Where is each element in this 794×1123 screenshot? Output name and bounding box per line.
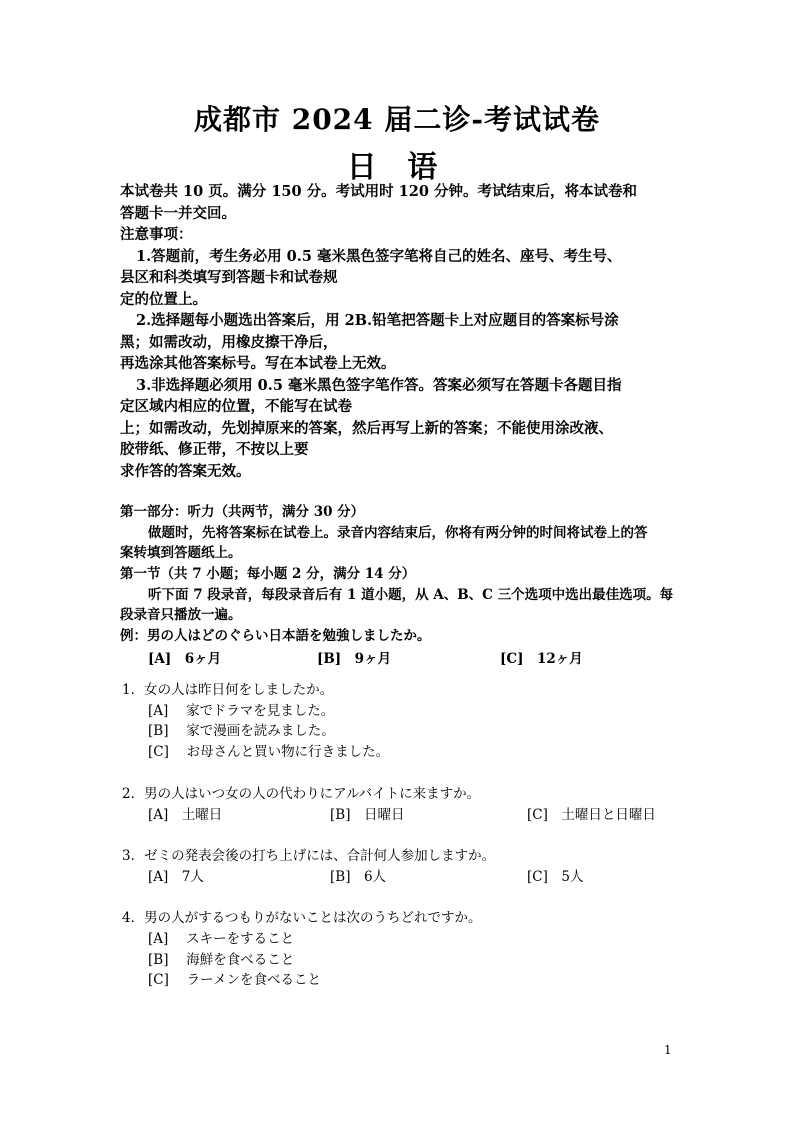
page-number: 1: [664, 1043, 672, 1057]
question-4-option-a: [A] スキーをすること: [148, 931, 295, 947]
section1-heading: 第一节（共 7 小题；每小题 2 分，满分 14 分）: [120, 566, 416, 582]
section1-description: 听下面 7 段录音，每段录音后有 1 道小题，从 A、B、C 三个选项中选出最佳选项。每: [148, 587, 674, 603]
note-3-line: 上；如需改动，先划掉原来的答案，然后再写上新的答案；不能使用涂改液、: [120, 420, 613, 437]
note-2-line: 再选涂其他答案标号。写在本试卷上无效。: [120, 355, 396, 372]
note-1-line: 定的位置上。: [120, 291, 207, 308]
section1-description: 段录音只播放一遍。: [120, 607, 242, 623]
question-1-option-a: [A] 家でドラマを見ました。: [148, 703, 335, 719]
question-4-option-b: [B] 海鮮を食べること: [148, 952, 295, 968]
question-2-option-b: [B] 日曜日: [330, 807, 405, 823]
question-2-option-c: [C] 土曜日と日曜日: [527, 807, 656, 823]
note-3-line: 胶带纸、修正带，不按以上要: [120, 441, 309, 458]
question-4: 4．男の人がするつもりがないことは次のうちどれですか。: [122, 910, 482, 926]
question-3-option-a: [A] 7人: [148, 869, 204, 885]
question-3: 3．ゼミの発表会後の打ち上げには、合計何人参加しますか。: [122, 848, 496, 864]
part1-description: 做题时，先将答案标在试卷上。录音内容结束后，你将有两分钟的时间将试卷上的答: [148, 525, 648, 541]
subject-title: 日 语: [346, 150, 448, 185]
question-1-option-c: [C] お母さんと買い物に行きました。: [148, 744, 390, 760]
question-3-option-c: [C] 5人: [527, 869, 584, 885]
instruction-line: 答题卡一并交回。: [120, 205, 236, 222]
example-option-a: [A] 6ヶ月: [148, 651, 222, 667]
example-question: 例：男の人はどのぐらい日本語を勉強しましたか。: [120, 628, 431, 644]
question-1-option-b: [B] 家で漫画を読みました。: [148, 723, 335, 739]
example-option-b: [B] 9ヶ月: [317, 651, 392, 667]
question-1: 1．女の人は昨日何をしましたか。: [122, 682, 334, 698]
note-3-line: 定区域内相应的位置，不能写在试卷: [120, 398, 352, 415]
note-2-line: 黑；如需改动，用橡皮擦干净后，: [120, 334, 338, 351]
question-4-option-c: [C] ラーメンを食べること: [148, 972, 321, 988]
note-3-line: 3.非选择题必须用 0.5 毫米黑色签字笔作答。答案必须写在答题卡各题目指: [136, 377, 622, 394]
exam-title: 成都市 2024 届二诊-考试试卷: [193, 103, 601, 136]
note-1-line: 县区和科类填写到答题卡和试卷规: [120, 269, 338, 286]
note-2-line: 2.选择题每小题选出答案后，用 2B.铅笔把答题卡上对应题目的答案标号涂: [136, 312, 619, 329]
example-option-c: [C] 12ヶ月: [500, 651, 583, 667]
part1-description: 案转填到答题纸上。: [120, 545, 242, 561]
part1-heading: 第一部分：听力（共两节，满分 30 分）: [120, 504, 365, 520]
instruction-line: 本试卷共 10 页。满分 150 分。考试用时 120 分钟。考试结束后，将本试卷和: [120, 183, 637, 200]
note-3-line: 求作答的答案无效。: [120, 463, 251, 480]
question-2: 2．男の人はいつ女の人の代わりにアルバイトに来ますか。: [122, 786, 481, 802]
notes-label: 注意事项：: [120, 226, 193, 243]
question-3-option-b: [B] 6人: [330, 869, 387, 885]
question-2-option-a: [A] 土曜日: [148, 807, 223, 823]
note-1-line: 1.答题前，考生务必用 0.5 毫米黑色签字笔将自己的姓名、座号、考生号、: [136, 248, 622, 265]
